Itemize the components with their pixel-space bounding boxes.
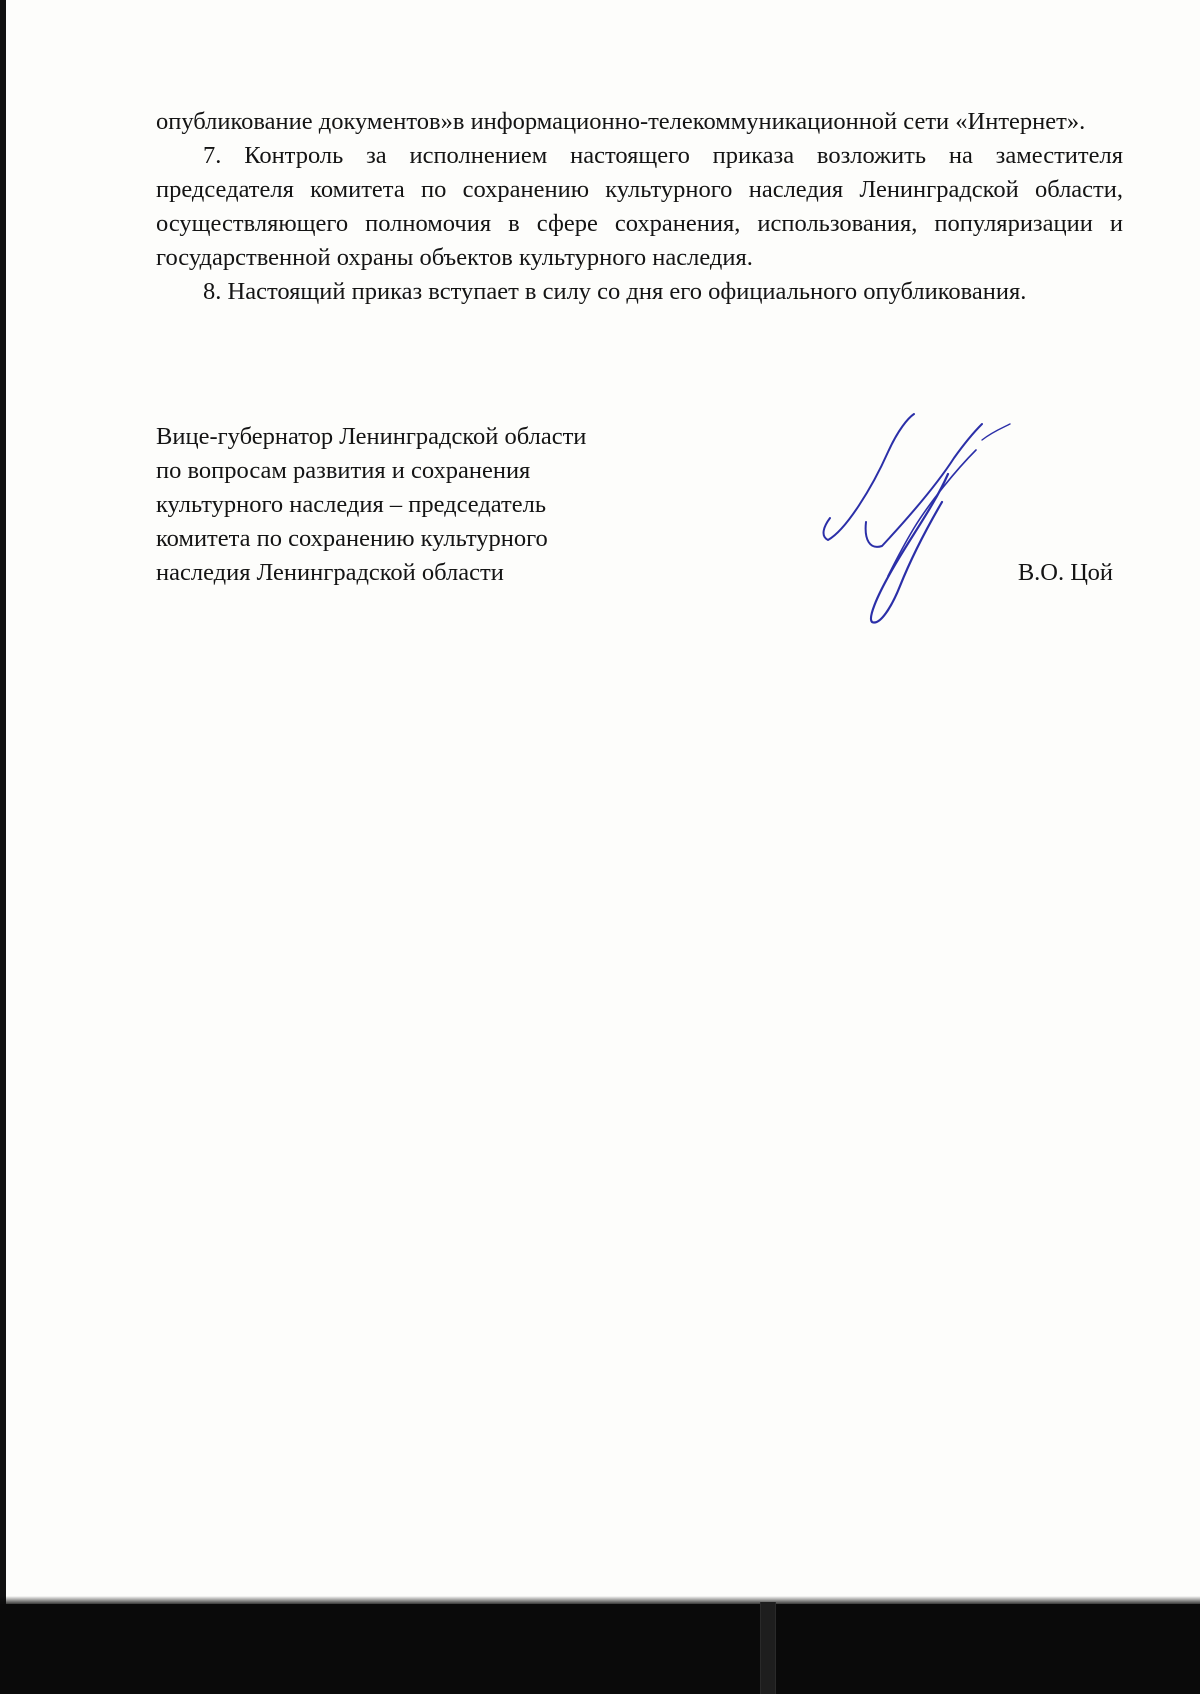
signature-stroke (888, 450, 976, 576)
scan-bottom-seam (760, 1602, 776, 1694)
signature-stroke (824, 414, 914, 540)
signer-position-line: культурного наследия – председатель (156, 491, 547, 518)
signature-stroke (982, 424, 1010, 440)
signer-position-line: Вице-губернатор Ленинградской области (156, 423, 587, 450)
signer-position-line: наследия Ленинградской области (156, 559, 504, 586)
paragraph-publication-continuation: опубликование документов»в информационно-телекоммуникационной сети «Интернет». (156, 108, 1086, 135)
signature-stroke (866, 424, 982, 547)
scan-bottom-band (0, 1604, 1200, 1694)
signer-position-line: комитета по сохранению культурного (156, 525, 548, 552)
paragraph-item-7-control: 7. Контроль за исполнением настоящего приказа возложить на заместителя председателя комитета по сохранению культурного наследия Ленинградской области, осуществляющего полномочия в сфере сохранения, использования, популяризации и государственной охраны объектов культурного наследия. (156, 142, 1123, 271)
signature-strokes (824, 414, 1010, 623)
signer-name: В.О. Цой (1017, 559, 1113, 586)
signer-position-line: по вопросам развития и сохранения (156, 457, 531, 484)
handwritten-signature (806, 410, 1016, 635)
paragraph-item-8-entry-into-force: 8. Настоящий приказ вступает в силу со дня его официального опубликования. (203, 278, 1027, 305)
document-body (156, 105, 1123, 309)
signature-block (156, 420, 1123, 660)
scan-left-edge (0, 0, 6, 1694)
